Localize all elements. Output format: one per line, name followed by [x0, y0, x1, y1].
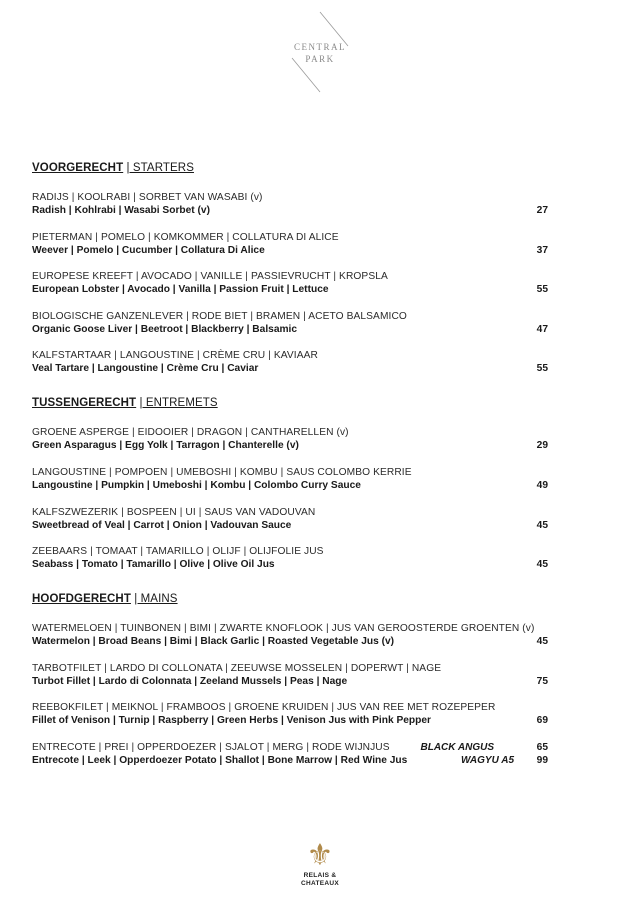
section-heading: [32, 160, 548, 176]
item-dutch: GROENE ASPERGE | EIDOOIER | DRAGON | CANTHARELLEN (v): [32, 427, 349, 439]
item-price: 49: [536, 479, 548, 491]
item-price: 55: [536, 284, 548, 296]
item-dutch: REEBOKFILET | MEIKNOL | FRAMBOOS | GROENE KRUIDEN | JUS VAN REE MET ROZEPEPER: [32, 702, 496, 714]
item-dutch: WATERMELOEN | TUINBONEN | BIMI | ZWARTE KNOFLOOK | JUS VAN GEROOSTERDE GROENTEN (v): [32, 623, 535, 635]
menu-item: [32, 426, 548, 452]
menu-item: [32, 310, 548, 336]
menu-item: [32, 622, 548, 648]
item-price: 55: [536, 363, 548, 375]
item-english: Watermelon | Broad Beans | Bimi | Black Garlic | Roasted Vegetable Jus (v): [32, 636, 395, 648]
section-title-nl: VOORGERECHT: [32, 162, 124, 174]
relais-label: RELAIS &: [303, 872, 337, 879]
item-tag-wagyu: WAGYU A5: [461, 754, 514, 766]
item-price: 29: [536, 440, 548, 452]
item-english: Green Asparagus | Egg Yolk | Tarragon | Chanterelle (v): [32, 440, 299, 452]
menu-item: [32, 349, 548, 375]
item-english: Radish | Kohlrabi | Wasabi Sorbet (v): [32, 205, 210, 216]
menu-item: [32, 231, 548, 257]
item-price: 45: [536, 559, 548, 571]
item-dutch: LANGOUSTINE | POMPOEN | UMEBOSHI | KOMBU | SAUS COLOMBO KERRIE: [32, 466, 412, 478]
chateaux-label: CHATEAUX: [300, 880, 340, 887]
item-price: 27: [536, 205, 548, 216]
logo-line-1: CENTRAL: [294, 42, 346, 52]
section-title-nl: HOOFDGERECHT: [32, 593, 131, 606]
item-english: Organic Goose Liver | Beetroot | Blackberry | Balsamic: [32, 323, 298, 335]
logo-line-2: PARK: [305, 54, 335, 64]
item-english: Turbot Fillet | Lardo di Colonnata | Zeeland Mussels | Peas | Nage: [32, 675, 348, 687]
item-price: 37: [536, 244, 548, 256]
item-dutch: EUROPESE KREEFT | AVOCADO | VANILLE | PASSIEVRUCHT | KROPSLA: [32, 271, 388, 283]
menu-item: [32, 506, 548, 532]
menu-item: [32, 466, 548, 492]
menu: [32, 160, 548, 787]
item-dutch: ZEEBAARS | TOMAAT | TAMARILLO | OLIJF | OLIJFOLIE JUS: [32, 546, 324, 558]
section-starters: [32, 160, 548, 375]
logo-diagonal-icon: [270, 8, 370, 96]
menu-item: [32, 191, 548, 217]
item-english: Seabass | Tomato | Tamarillo | Olive | Olive Oil Jus: [32, 559, 275, 571]
menu-item-special: [32, 741, 548, 767]
item-dutch: KALFSTARTAAR | LANGOUSTINE | CRÈME CRU | KAVIAAR: [32, 350, 318, 362]
section-title-en: | MAINS: [134, 593, 178, 606]
menu-item: [32, 270, 548, 296]
item-english: Entrecote | Leek | Opperdoezer Potato | Shallot | Bone Marrow | Red Wine Jus: [32, 754, 408, 766]
section-heading: [32, 395, 548, 411]
section-title-en: | ENTREMETS: [139, 397, 218, 410]
item-tag-black-angus: BLACK ANGUS: [420, 741, 494, 753]
item-dutch: PIETERMAN | POMELO | KOMKOMMER | COLLATURA DI ALICE: [32, 231, 339, 243]
section-title-nl: TUSSENGERECHT: [32, 397, 137, 410]
item-english: Weever | Pomelo | Cucumber | Collatura Di Alice: [32, 244, 265, 256]
section-heading: [32, 591, 548, 607]
item-english: Sweetbread of Veal | Carrot | Onion | Vadouvan Sauce: [32, 519, 292, 531]
section-mains: [32, 591, 548, 767]
item-dutch: KALFSZWEZERIK | BOSPEEN | UI | SAUS VAN VADOUVAN: [32, 506, 316, 518]
item-price: 45: [536, 519, 548, 531]
item-english: European Lobster | Avocado | Vanilla | Passion Fruit | Lettuce: [32, 284, 329, 296]
fleur-de-lis-icon: ⚜: [306, 838, 334, 873]
relais-chateaux-logo: [290, 840, 350, 888]
item-dutch: BIOLOGISCHE GANZENLEVER | RODE BIET | BRAMEN | ACETO BALSAMICO: [32, 310, 407, 322]
item-price-black-angus: 65: [536, 741, 548, 753]
item-price: 47: [536, 323, 548, 335]
item-price: 75: [536, 675, 548, 687]
item-english: Veal Tartare | Langoustine | Crème Cru | Caviar: [32, 363, 259, 375]
menu-item: [32, 545, 548, 571]
menu-item: [32, 662, 548, 688]
section-entremets: [32, 395, 548, 571]
item-dutch: ENTRECOTE | PREI | OPPERDOEZER | SJALOT | MERG | RODE WIJNJUS: [32, 741, 390, 753]
item-dutch: RADIJS | KOOLRABI | SORBET VAN WASABI (v): [32, 192, 263, 203]
item-price: 45: [536, 636, 548, 648]
menu-item: [32, 701, 548, 727]
item-price: 69: [536, 715, 548, 727]
section-title-en: | STARTERS: [126, 162, 194, 174]
item-dutch: TARBOTFILET | LARDO DI COLLONATA | ZEEUWSE MOSSELEN | DOPERWT | NAGE: [32, 662, 442, 674]
item-price-wagyu: 99: [536, 754, 548, 766]
central-park-logo: [270, 8, 370, 96]
item-english: Fillet of Venison | Turnip | Raspberry | Green Herbs | Venison Jus with Pink Pepper: [32, 715, 431, 727]
item-english: Langoustine | Pumpkin | Umeboshi | Kombu | Colombo Curry Sauce: [32, 479, 361, 491]
